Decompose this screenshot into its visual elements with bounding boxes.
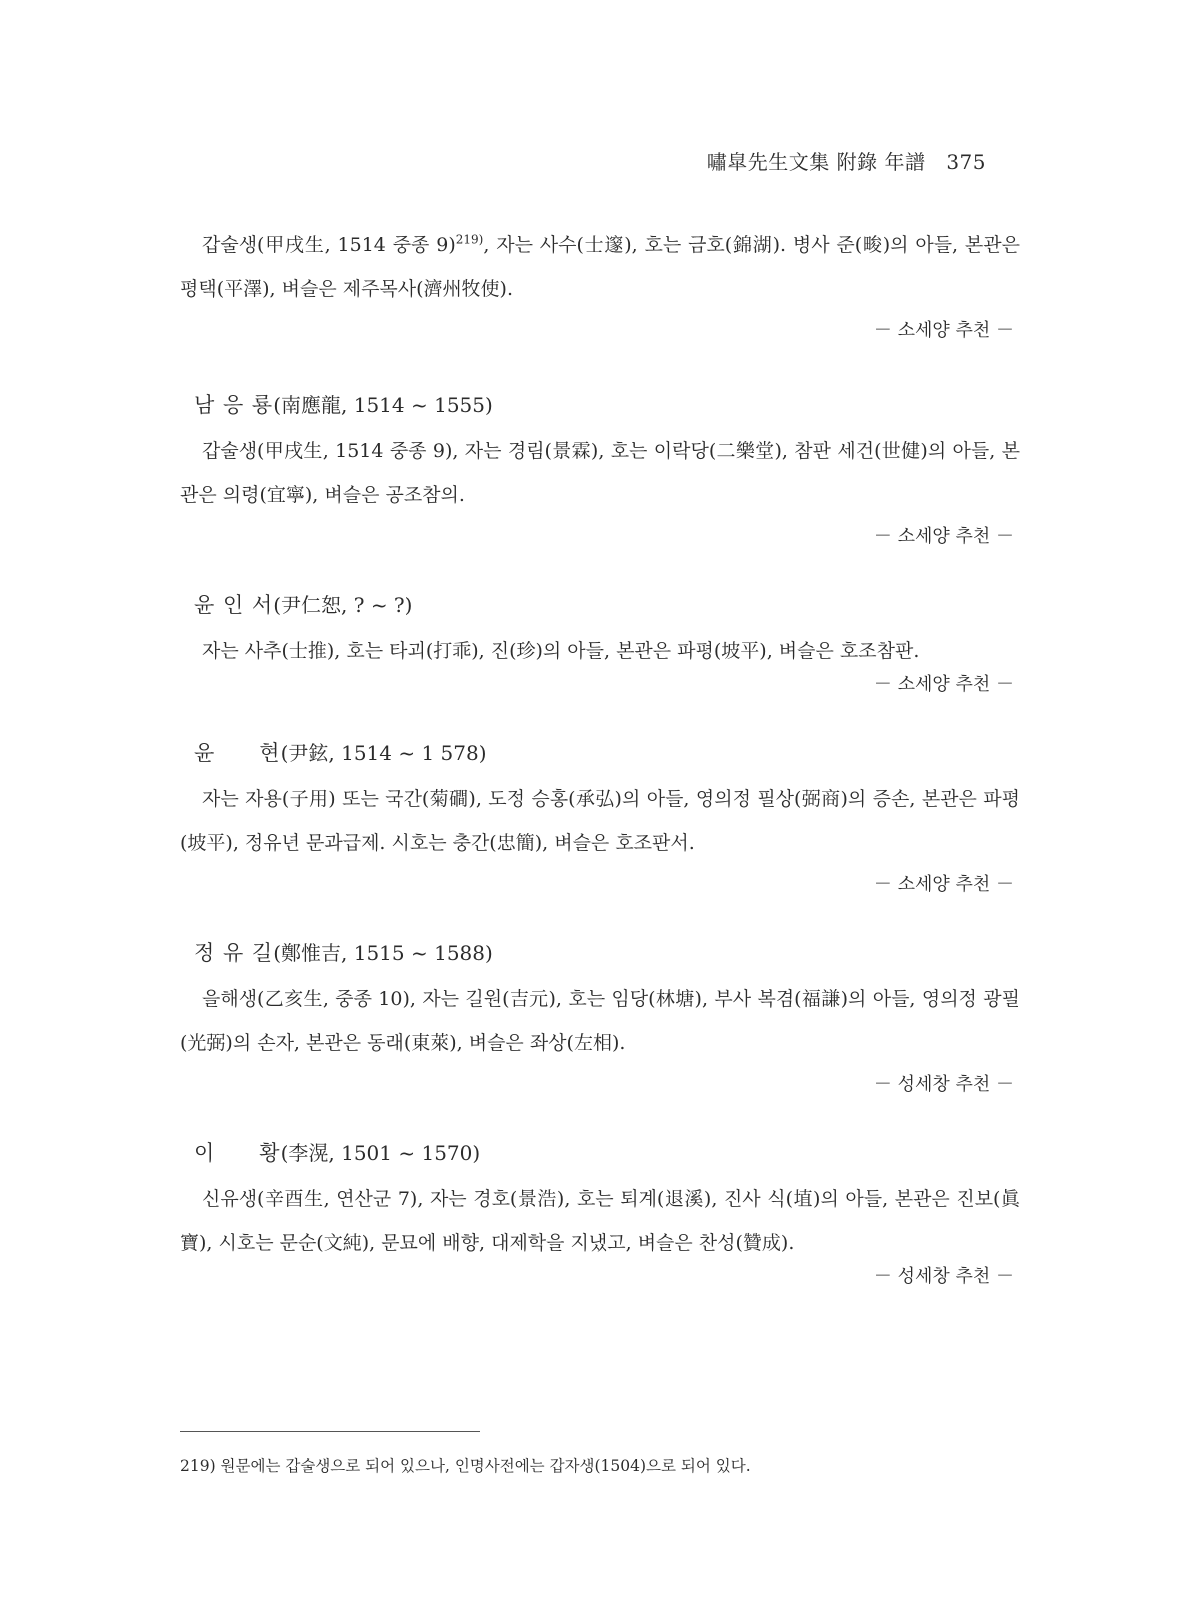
- person-info: (尹仁恕, ? ~ ?): [273, 593, 413, 617]
- entry-title: [194, 587, 1020, 623]
- person-name: 윤 현: [194, 741, 281, 765]
- entry-body: 신유생(辛酉生, 연산군 7), 자는 경호(景浩), 호는 퇴계(退溪), 진사 식(埴)의 아들, 본관은 진보(眞寶), 시호는 문순(文純), 문묘에 배향, 대제학을 지냈고, 벼슬은 찬성(贊成).: [180, 1188, 1020, 1254]
- entry-3: [180, 587, 1020, 705]
- person-info: (李滉, 1501 ~ 1570): [280, 1141, 481, 1165]
- person-name: 이 황: [194, 1141, 281, 1165]
- recommender: － 성세창 추천 －: [873, 1266, 1014, 1287]
- footnote: 219) 원문에는 갑술생으로 되어 있으나, 인명사전에는 갑자생(1504)으로 되어 있다.: [180, 1457, 751, 1475]
- recommender: － 소세양 추천 －: [873, 674, 1014, 695]
- header-title: 嘯皐先生文集 附錄 年譜: [706, 150, 926, 174]
- entry-2: [180, 387, 1020, 557]
- person-info: (尹鉉, 1514 ~ 1 578): [280, 741, 487, 765]
- recommender: － 소세양 추천 －: [873, 320, 1014, 341]
- entry-body-start: 갑술생(甲戌生, 1514 중종 9): [202, 234, 456, 256]
- entry-body: 자는 사추(士推), 호는 타괴(打乖), 진(珍)의 아들, 본관은 파평(坡平), 벼슬은 호조참판.: [202, 640, 920, 662]
- entry-5: [180, 935, 1020, 1105]
- entry-body-continued: , 자는 사수(士邃), 호는 금호(錦湖). 병사 준(畯)의 아들, 본관은 평택(平澤), 벼슬은 제주목사(濟州牧使).: [180, 234, 1020, 300]
- entry-body: 갑술생(甲戌生, 1514 중종 9), 자는 경림(景霖), 호는 이락당(二樂堂), 참판 세건(世健)의 아들, 본관은 의령(宜寧), 벼슬은 공조참의.: [180, 440, 1020, 506]
- recommender: － 성세창 추천 －: [873, 1074, 1014, 1095]
- entry-4: [180, 735, 1020, 905]
- entry-title: [194, 1135, 1020, 1171]
- entry-title: [194, 735, 1020, 771]
- person-info: (南應龍, 1514 ~ 1555): [273, 393, 493, 417]
- recommender: － 소세양 추천 －: [873, 874, 1014, 895]
- entry-title: [194, 387, 1020, 423]
- entry-body: [180, 223, 1020, 311]
- page-number: 375: [946, 150, 986, 174]
- entry-6: [180, 1135, 1020, 1297]
- entry-body: 을해생(乙亥生, 중종 10), 자는 길원(吉元), 호는 임당(林塘), 부사 복겸(福謙)의 아들, 영의정 광필(光弼)의 손자, 본관은 동래(東萊), 벼슬은 좌상(左相).: [180, 988, 1020, 1054]
- entry-title: [194, 935, 1020, 971]
- person-info: (鄭惟吉, 1515 ~ 1588): [273, 941, 493, 965]
- entry-1: [180, 223, 1020, 351]
- person-name: 남 응 룡: [194, 393, 274, 417]
- entry-body: 자는 자용(子用) 또는 국간(菊磵), 도정 승홍(承弘)의 아들, 영의정 필상(弼商)의 증손, 본관은 파평(坡平), 정유년 문과급제. 시호는 충간(忠簡), 벼슬은 호조판서.: [180, 788, 1020, 854]
- footnote-reference[interactable]: 219): [455, 232, 484, 247]
- running-header: [707, 146, 986, 175]
- person-name: 윤 인 서: [194, 593, 274, 617]
- footnote-divider: [180, 1431, 480, 1432]
- recommender: － 소세양 추천 －: [873, 526, 1014, 547]
- main-content: [180, 223, 1020, 1327]
- person-name: 정 유 길: [194, 941, 274, 965]
